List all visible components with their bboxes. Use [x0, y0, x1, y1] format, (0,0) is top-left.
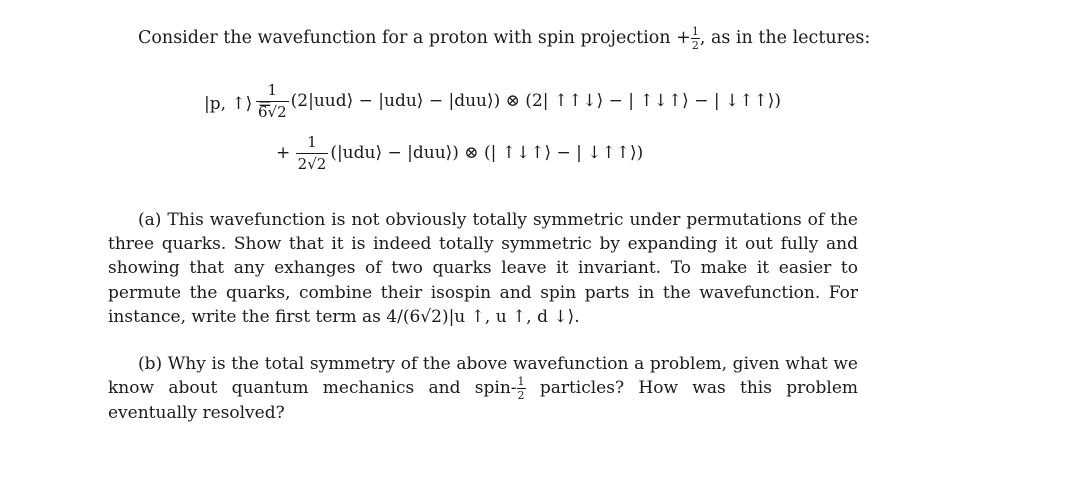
coefficient-denominator: 6√2 [258, 103, 287, 121]
coefficient-numerator: 1 [267, 81, 278, 99]
fraction-denominator: 2 [517, 389, 525, 403]
intro-text-before: Consider the wavefunction for a proton with spin projection + [138, 28, 691, 48]
equation-term-1 [256, 83, 781, 120]
term-1-coefficient [256, 83, 289, 120]
intro-text-after: , as in the lectures: [699, 28, 871, 48]
fraction-denominator: 2 [691, 39, 699, 52]
intro-sentence [138, 26, 870, 51]
spin-half-fraction [517, 376, 526, 401]
coefficient-denominator: 2√2 [297, 155, 327, 173]
coefficient-numerator: 1 [307, 133, 317, 151]
term-1-body: (2|uud⟩ − |udu⟩ − |duu⟩) ⊗ (2| ↑↑↓⟩ − | ↑↓↑⟩ − | ↓↑↑⟩) [290, 91, 781, 111]
term-2-coefficient [296, 135, 329, 172]
term-2-sign: + [276, 143, 291, 163]
part-b-paragraph [108, 352, 858, 425]
fraction-numerator: 1 [517, 375, 525, 389]
equation-lhs: |p, ↑⟩ = [204, 94, 272, 114]
part-b-text-after: particles? How was this problem eventually resolved? [108, 378, 858, 424]
equation-term-2 [276, 135, 643, 172]
fraction-numerator: 1 [691, 25, 699, 38]
part-b-text-before: (b) Why is the total symmetry of the above wavefunction a problem, given what we know about quantum mechanics and spin- [108, 354, 858, 399]
spin-half-fraction [691, 26, 700, 51]
term-2-body: (|udu⟩ − |duu⟩) ⊗ (| ↑↓↑⟩ − | ↓↑↑⟩) [330, 143, 644, 163]
part-a-paragraph [108, 208, 858, 329]
part-a-text: (a) This wavefunction is not obviously totally symmetric under permutations of the three quarks. Show that it is indeed totally symmetric by expanding it out fully and showing that any exhanges of two quarks leave it invariant. To make it easier to permute the quarks, combine their isospin and spin parts in the wavefunction. For instance, write the first term as 4/(6√2)|u ↑, u ↑, d ↓⟩. [108, 210, 858, 327]
